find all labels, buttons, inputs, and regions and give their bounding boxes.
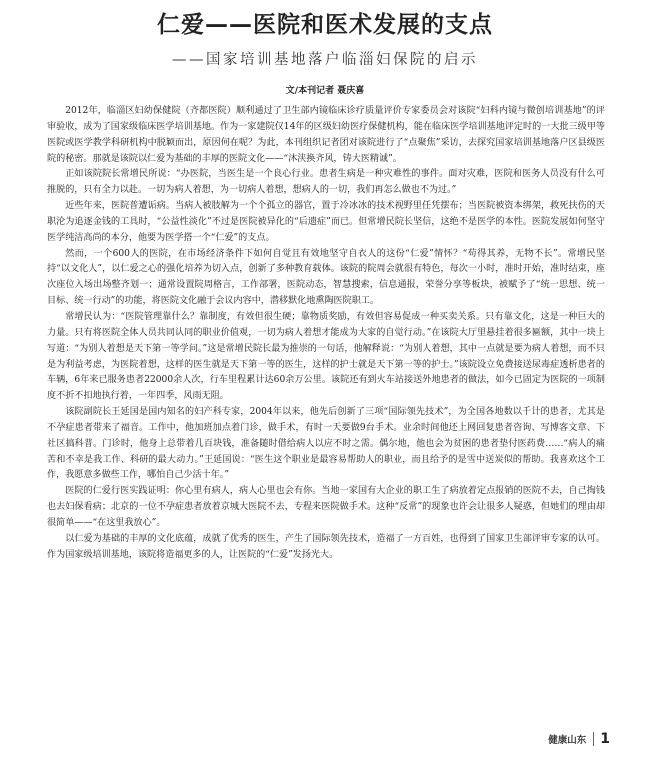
footer-divider xyxy=(593,732,594,746)
article-subtitle: ——国家培训基地落户临淄妇保院的启示 xyxy=(172,52,478,68)
paragraph-7: 医院的仁爱行医实践证明：你心里有病人，病人心里也会有你。当地一家国有大企业的职工生了病放着定点报销的医院不去，自己掏钱也去妇保看病；北京的一位不孕症患者放着京城大医院不去，专程来医院做手术。这种“反常”的现象也许会让很多人疑惑，但她们的理由却很简单——“在这里我放心”。 xyxy=(47,486,605,528)
paragraph-2: 正如该院院长常增民所说：“办医院，当医生是一个良心行业。患者生病是一种灾难性的事件。面对灾难，医院和医务人员没有什么可推脱的，只有全力以赴。一切为病人着想，为一切病人着想，想病人的一切，我们再怎么做也不为过。” xyxy=(47,169,605,196)
paragraph-4: 然而，一个600人的医院，在市场经济条件下如何自觉且有效地坚守自衣人的这份“仁爱”情怀？“苟得其养，无物不长”。常增民坚持“以文化人”，以仁爱之心的强化培养为切入点，创新了多种教育载体。该院的院周会就很有特色，每次一小时，准时开始，准时结束，座次座位入场出场整齐划一；通常设置院周格言，工作部署，医院动态，智慧搜索，信息通报，荣誉分享等板块，被赋予了“统一思想、统一目标、统一行动”的功能，将医院文化融于会议内容中，潜移默化地熏陶医院职工。 xyxy=(47,248,605,307)
article-title: 仁爱——医院和医术发展的支点 xyxy=(157,12,493,38)
paragraph-5: 常增民认为：“医院管理靠什么？靠制度，有效但很生硬；靠物质奖励，有效但容易促成一种买卖关系。只有靠文化，这是一种巨大的力量。只有将医院全体人员共同认同的职业价值观，一切为病人着想才能成为大家的自觉行动。”在该院大厅里悬挂着很多匾额，其中一块上写道：“为别人着想是天下第一等学问。”这是常增民院长最为推崇的一句话，他解释说：“为别人着想，其中一点就是要为病人着想，而不只是为利益考虑，为医院着想，这样的医生就是天下第一等的医生，这样的护士就是天下第一等的护士。”该院设立免费接送尿毒症透析患者的车辆，6年来已服务患者22000余人次，行车里程累计达60余万公里。该院还有到火车站接送外地患者的做法，如今已固定为医院的一项制度不折不扣地执行着，一年四季，风雨无阻。 xyxy=(47,311,605,402)
page-footer xyxy=(548,731,610,747)
paragraph-3: 近些年来，医院普遭诟病。当病人被肢解为一个个孤立的器官，置于冷冰冰的技术视野里任凭摆布；当医院被资本绑架，救死扶伤的天职沦为追逐金钱的工具时，“公益性淡化”不过是医院被异化的“后遗症”而已。但常增民院长坚信，这绝不是医学的本性。医院发展如何坚守医学纯洁高尚的本分，他要为医学搭一个“仁爱”的支点。 xyxy=(47,201,605,243)
article-body xyxy=(47,104,605,563)
paragraph-8: 以仁爱为基础的丰厚的文化底蕴，成就了优秀的医生，产生了国际领先技术，造福了一方百姓，也得到了国家卫生部评审专家的认可。作为国家级培训基地，该院将造福更多的人，让医院的“仁爱”发扬光大。 xyxy=(47,533,605,560)
page-number: 1 xyxy=(600,731,610,747)
magazine-name: 健康山东 xyxy=(548,735,587,746)
paragraph-6: 该院副院长王延国是国内知名的妇产科专家，2004年以来，他先后创新了三项“国际领先技术”，为全国各地数以千计的患者，尤其是不孕症患者带来了福音。工作中，他加班加点着门诊，做手术，有时一天要做9台手术。业余时间他还上网回复患者咨询、写博客文章、下社区搞科普。门诊时，他身上总带着几百块钱，准备随时借给病人以应不时之需。偶尔地，他也会为贫困的患者垫付医药费……“病人的痛苦和不幸是我工作、科研的最大动力。”王延国说：“医生这个职业是最容易帮助人的职业，而且给予的是雪中送炭似的帮助。我喜欢这个工作，我愿意多做些工作，哪怕自己少活十年。” xyxy=(47,407,605,481)
article-byline: 文/本刊记者 聂庆喜 xyxy=(285,86,365,96)
paragraph-1: 2012年，临淄区妇幼保健院（齐都医院）顺利通过了卫生部内镜临床诊疗质量评价专家委员会对该院“妇科内镜与微创培训基地”的评审验收，成为了国家级临床医学培训基地。作为一家建院仅14年的区级妇幼医疗保健机构，能在临床医学培训基地评定时的一大批三级甲等医院或医学教学科研机构中脱颖而出，原因何在呢？为此，本刊组织记者团对该院进行了“点聚焦”采访，去探究国家培训基地落户区县级医院的秘密。那就是该院以仁爱为基础的丰厚的医院文化——“沐浃换齐风，铸大医精诚”。 xyxy=(47,106,605,164)
